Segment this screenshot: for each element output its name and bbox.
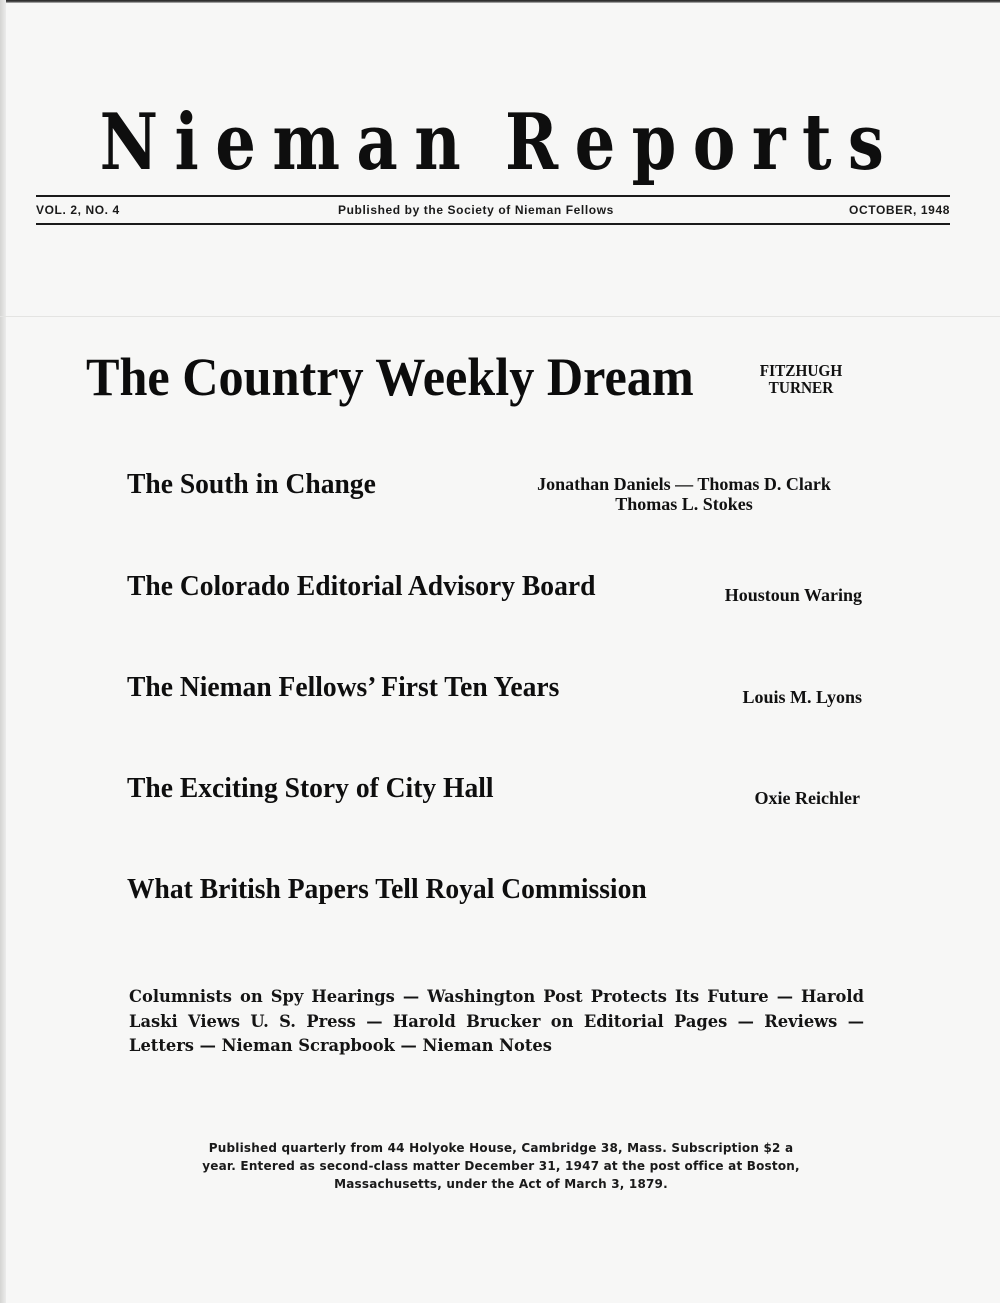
publication-title — [90, 98, 910, 188]
article-title: The Nieman Fellows’ First Ten Years — [127, 671, 560, 703]
masthead-rule-top — [36, 195, 950, 197]
notice-line: year. Entered as second-class matter December 31, 1947 at the post office at Boston, — [202, 1159, 800, 1173]
scan-edge-left — [0, 0, 6, 1303]
article-author-line: Thomas L. Stokes — [615, 494, 753, 514]
issue-info-bar — [36, 203, 950, 219]
lead-author-first-name: FITZHUGH — [759, 361, 843, 380]
publisher-line: Published by the Society of Nieman Fellows — [338, 203, 614, 217]
article-author: Louis M. Lyons — [742, 687, 862, 707]
lead-article-author — [743, 362, 860, 396]
notice-line: Published quarterly from 44 Holyoke House, Cambridge 38, Mass. Subscription $2 a — [208, 1141, 794, 1155]
article-author-line: Jonathan Daniels — Thomas D. Clark — [537, 474, 831, 494]
additional-contents: Columnists on Spy Hearings — Washington Post Protects Its Future — Harold Laski Views U. S. Press — Harold Brucker on Editorial Pages — Reviews — Letters — Nieman Scrapbook — Nieman Notes — [129, 987, 864, 1055]
lead-article-title: The Country Weekly Dream — [86, 347, 694, 407]
volume-number: VOL. 2, NO. 4 — [36, 203, 120, 217]
title-word-reports: Reports — [505, 97, 901, 188]
masthead-rule-bottom — [36, 223, 950, 225]
article-author: Houstoun Waring — [724, 585, 862, 605]
lead-author-last-name: TURNER — [768, 378, 834, 397]
notice-line: Massachusetts, under the Act of March 3, 1879. — [334, 1177, 668, 1191]
page-fold-line — [0, 316, 1000, 317]
article-title: The Colorado Editorial Advisory Board — [127, 570, 596, 602]
publication-notice — [186, 1139, 816, 1193]
article-authors — [506, 474, 862, 514]
issue-date: OCTOBER, 1948 — [849, 203, 950, 217]
article-author: Oxie Reichler — [754, 788, 860, 808]
article-title: The South in Change — [127, 468, 376, 500]
article-title: What British Papers Tell Royal Commission — [127, 873, 647, 905]
title-word-nieman: Nieman — [99, 97, 478, 188]
scan-edge-top — [0, 0, 1000, 3]
article-title: The Exciting Story of City Hall — [127, 772, 494, 804]
